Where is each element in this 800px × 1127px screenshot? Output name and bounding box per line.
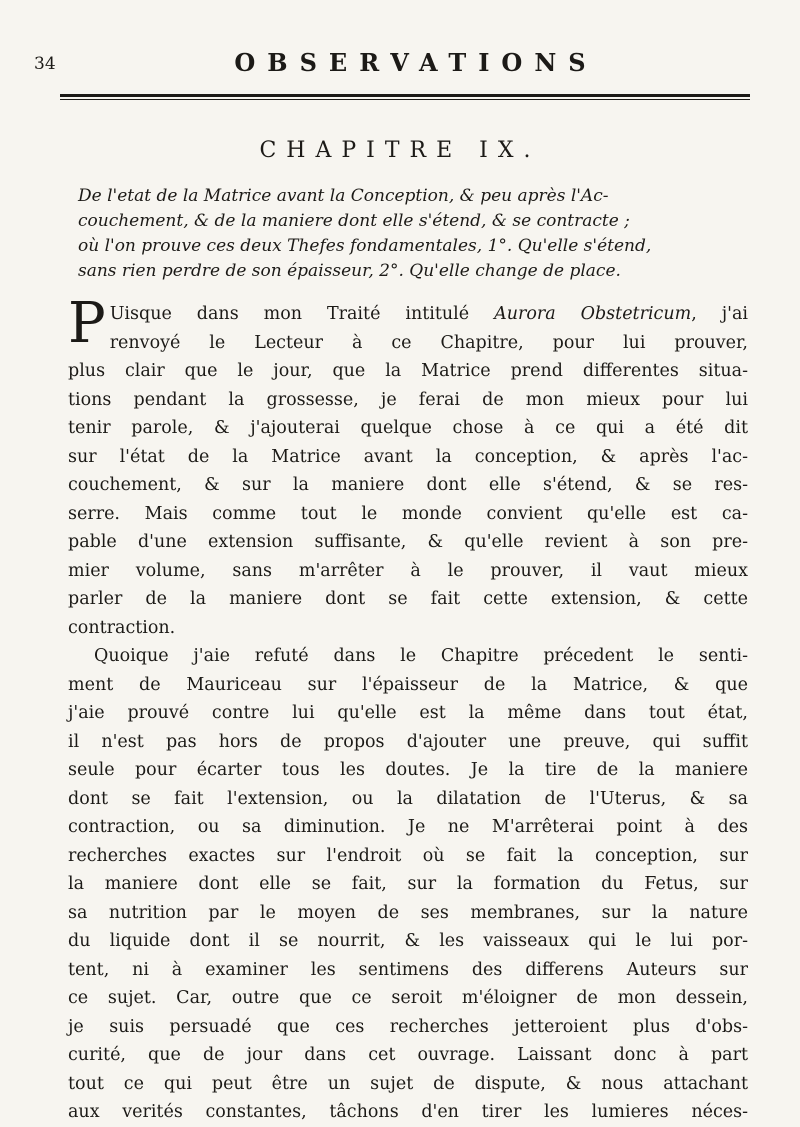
paragraph-line: recherches exactes sur l'endroit où se fait la conception, sur [68,845,748,866]
paragraph-line: couchement, & sur la maniere dont elle s'étend, & se res- [68,475,748,495]
paragraph-line: il n'est pas hors de propos d'ajouter une preuve, qui suffit [68,731,748,752]
header-rule-thin [60,99,750,100]
paragraph-line: ment de Mauriceau sur l'épaisseur de la Matrice, & que [68,674,748,695]
para1-first-start: Uisque dans mon Traité intitulé [109,304,495,324]
paragraph-line: sur l'état de la Matrice avant la conception, & après l'ac- [68,446,748,467]
paragraph-line: je suis persuadé que ces recherches jetteroient plus d'obs- [68,1016,748,1037]
paragraph-line: sa nutrition par le moyen de ses membranes, sur la nature [68,902,748,923]
paragraph-line: plus clair que le jour, que la Matrice prend differentes situa- [68,361,748,381]
running-title: OBSERVATIONS [234,48,598,77]
paragraph-line: mier volume, sans m'arrêter à le prouver, il vaut mieux [68,560,748,581]
paragraph-line: parler de la maniere dont se fait cette extension, & cette [68,589,748,609]
book-title: Aurora Obstetricum [494,304,692,324]
chapter-title: CHAPITRE IX. [259,138,541,163]
page-header [34,48,774,78]
summary-line: où l'on prouve ces deux Thefes fondamentales, 1°. Qu'elle s'étend, [78,236,652,256]
body-text [68,291,748,1127]
paragraph-line [68,300,748,329]
summary-line: De l'etat de la Matrice avant la Conception, & peu après l'Ac- [78,186,609,206]
paragraph-line: pable d'une extension suffisante, & qu'elle revient à son pre- [68,532,748,552]
paragraph-line: aux verités constantes, tâchons d'en tirer les lumieres néces- [68,1102,748,1122]
paragraph-line: tout ce qui peut être un sujet de dispute, & nous attachant [68,1073,748,1094]
paragraph-line: serre. Mais comme tout le monde convient qu'elle est ca- [68,503,748,524]
summary-line: sans rien perdre de son épaisseur, 2°. Qu'elle change de place. [78,261,621,281]
paragraph-line: contraction, ou sa diminution. Je ne M'arrêterai point à des [68,817,748,837]
paragraph-line: tenir parole, & j'ajouterai quelque chose à ce qui a été dit [68,418,748,438]
paragraph-line: Quoique j'aie refuté dans le Chapitre précedent le senti- [94,646,748,666]
paragraph-line: tent, ni à examiner les sentimens des differens Auteurs sur [68,959,748,980]
paragraph-line: dont se fait l'extension, ou la dilatation de l'Uterus, & sa [68,788,748,809]
paragraph-line: seule pour écarter tous les doutes. Je la tire de la maniere [68,760,748,780]
drop-cap: P [68,291,106,356]
paragraph-line: curité, que de jour dans cet ouvrage. Laissant donc à part [68,1045,748,1065]
paragraph-line: la maniere dont elle se fait, sur la formation du Fetus, sur [68,874,748,894]
para1-first-end: , j'ai [691,304,748,324]
page-number: 34 [34,54,56,74]
chapter-summary [78,184,748,284]
header-rule-thick [60,94,750,97]
paragraph-line: renvoyé le Lecteur à ce Chapitre, pour lui prouver, [109,332,748,353]
paragraph-line: contraction. [68,617,176,638]
paragraph-line: tions pendant la grossesse, je ferai de mon mieux pour lui [68,389,748,410]
paragraph-line: du liquide dont il se nourrit, & les vaisseaux qui le lui por- [68,931,748,951]
paragraph-line: ce sujet. Car, outre que ce seroit m'éloigner de mon dessein, [68,988,748,1008]
summary-line: couchement, & de la maniere dont elle s'étend, & se contracte ; [78,211,630,231]
paragraph-line: j'aie prouvé contre lui qu'elle est la même dans tout état, [68,703,748,723]
